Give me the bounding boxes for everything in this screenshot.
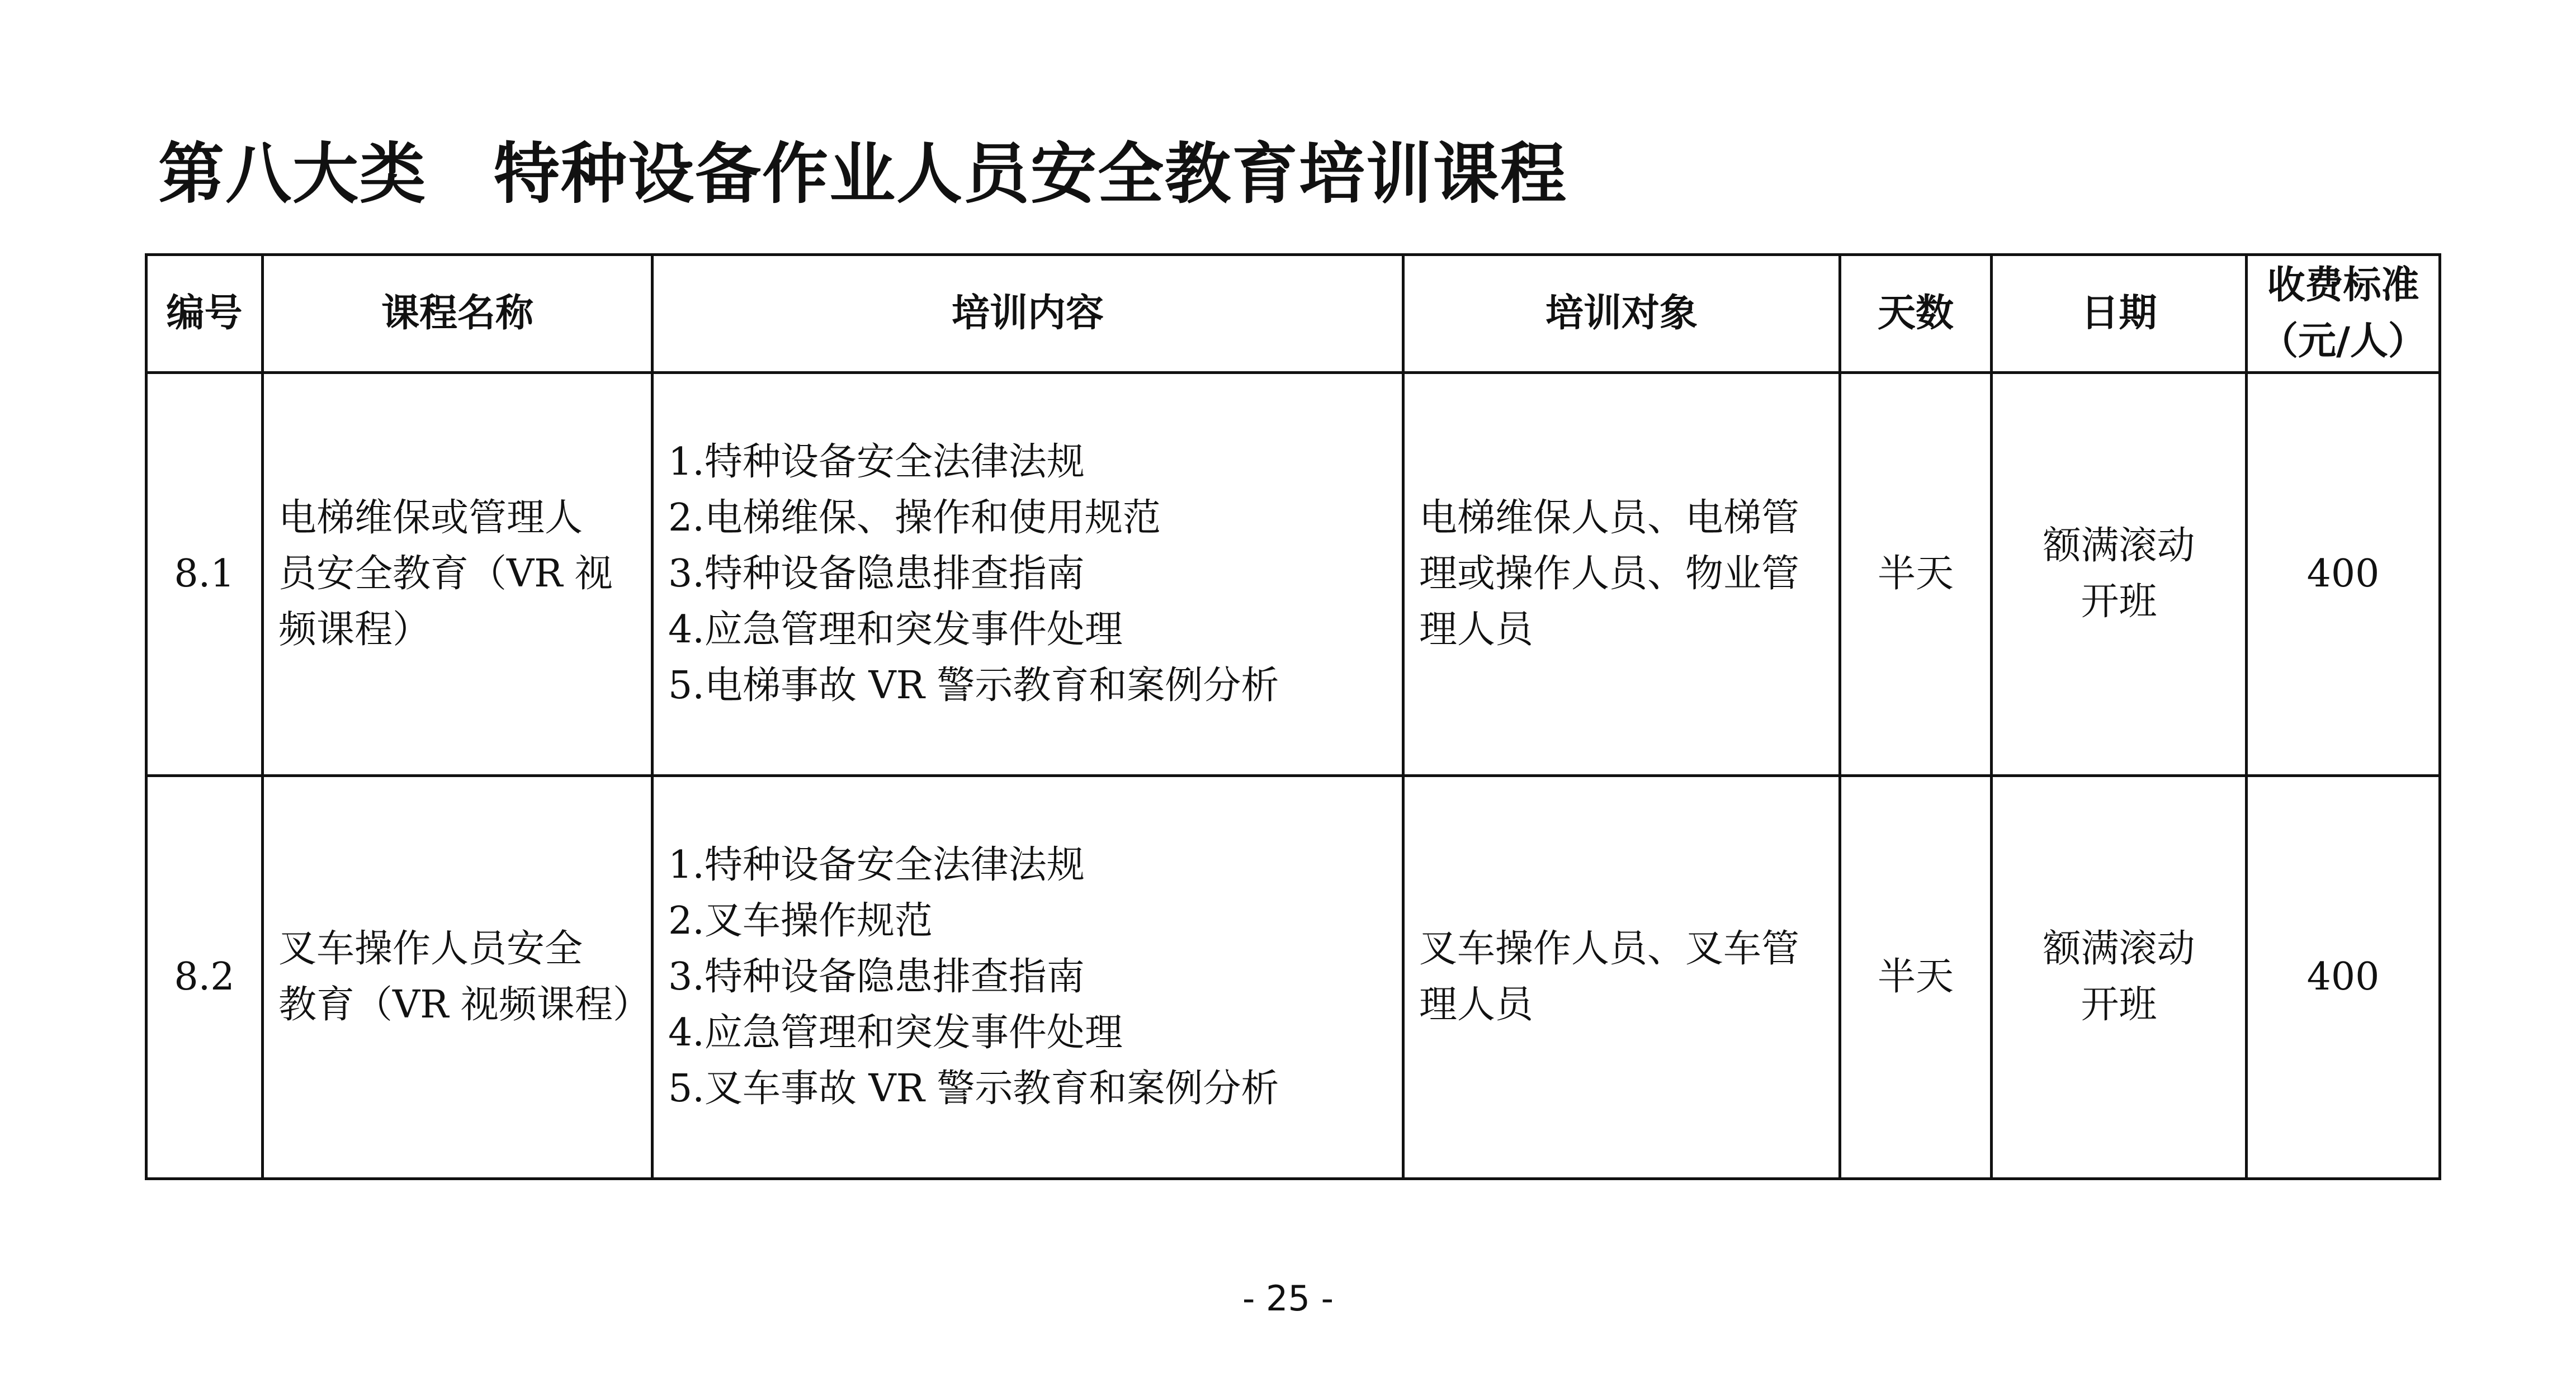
text-line: 频课程） (278, 608, 431, 652)
cell-days: 半天 (1840, 373, 1992, 776)
course-table (145, 253, 2441, 1180)
cell-course-name (263, 776, 653, 1179)
header-fee-line2: （元/人） (2260, 319, 2426, 363)
header-fee-line1: 收费标准 (2267, 263, 2419, 307)
header-training-target: 培训对象 (1403, 255, 1840, 373)
cell-id: 8.2 (146, 776, 263, 1179)
text-line: 理人员 (1419, 983, 1534, 1027)
content-item: 1.特种设备安全法律法规 (668, 843, 1085, 887)
cell-date (1992, 373, 2247, 776)
cell-fee: 400 (2247, 776, 2440, 1179)
content-item: 5.叉车事故 VR 警示教育和案例分析 (668, 1067, 1279, 1111)
content-item: 2.叉车操作规范 (668, 899, 933, 943)
header-id: 编号 (146, 255, 263, 373)
header-training-content: 培训内容 (653, 255, 1403, 373)
content-item: 5.电梯事故 VR 警示教育和案例分析 (668, 664, 1279, 708)
content-item: 3.特种设备隐患排查指南 (668, 955, 1085, 999)
cell-id: 8.1 (146, 373, 263, 776)
table-header-row (146, 255, 2440, 373)
text-line: 额满滚动 (2043, 524, 2195, 568)
cell-training-content (653, 776, 1403, 1179)
header-date: 日期 (1992, 255, 2247, 373)
content-item: 4.应急管理和突发事件处理 (668, 1011, 1123, 1055)
text-line: 开班 (2081, 580, 2157, 624)
header-days: 天数 (1840, 255, 1992, 373)
text-line: 理人员 (1419, 608, 1534, 652)
page-number: - 25 - (1242, 1278, 1334, 1319)
cell-fee: 400 (2247, 373, 2440, 776)
text-line: 员安全教育（VR 视 (278, 552, 613, 596)
cell-training-target (1403, 776, 1840, 1179)
text-line: 教育（VR 视频课程） (278, 983, 651, 1027)
cell-course-name (263, 373, 653, 776)
table-row (146, 373, 2440, 776)
text-line: 开班 (2081, 983, 2157, 1027)
content-item: 3.特种设备隐患排查指南 (668, 552, 1085, 596)
content-item: 2.电梯维保、操作和使用规范 (668, 496, 1161, 540)
cell-days: 半天 (1840, 776, 1992, 1179)
content-item: 1.特种设备安全法律法规 (668, 440, 1085, 484)
text-line: 电梯维保人员、电梯管 (1419, 496, 1800, 540)
text-line: 理或操作人员、物业管 (1419, 552, 1800, 596)
text-line: 电梯维保或管理人 (278, 496, 583, 540)
page-title: 第八大类 特种设备作业人员安全教育培训课程 (158, 135, 1568, 212)
header-fee (2247, 255, 2440, 373)
header-course-name: 课程名称 (263, 255, 653, 373)
cell-date (1992, 776, 2247, 1179)
table-row (146, 776, 2440, 1179)
text-line: 叉车操作人员、叉车管 (1419, 927, 1800, 971)
text-line: 额满滚动 (2043, 927, 2195, 971)
cell-training-content (653, 373, 1403, 776)
text-line: 叉车操作人员安全 (278, 927, 583, 971)
cell-training-target (1403, 373, 1840, 776)
content-item: 4.应急管理和突发事件处理 (668, 608, 1123, 652)
